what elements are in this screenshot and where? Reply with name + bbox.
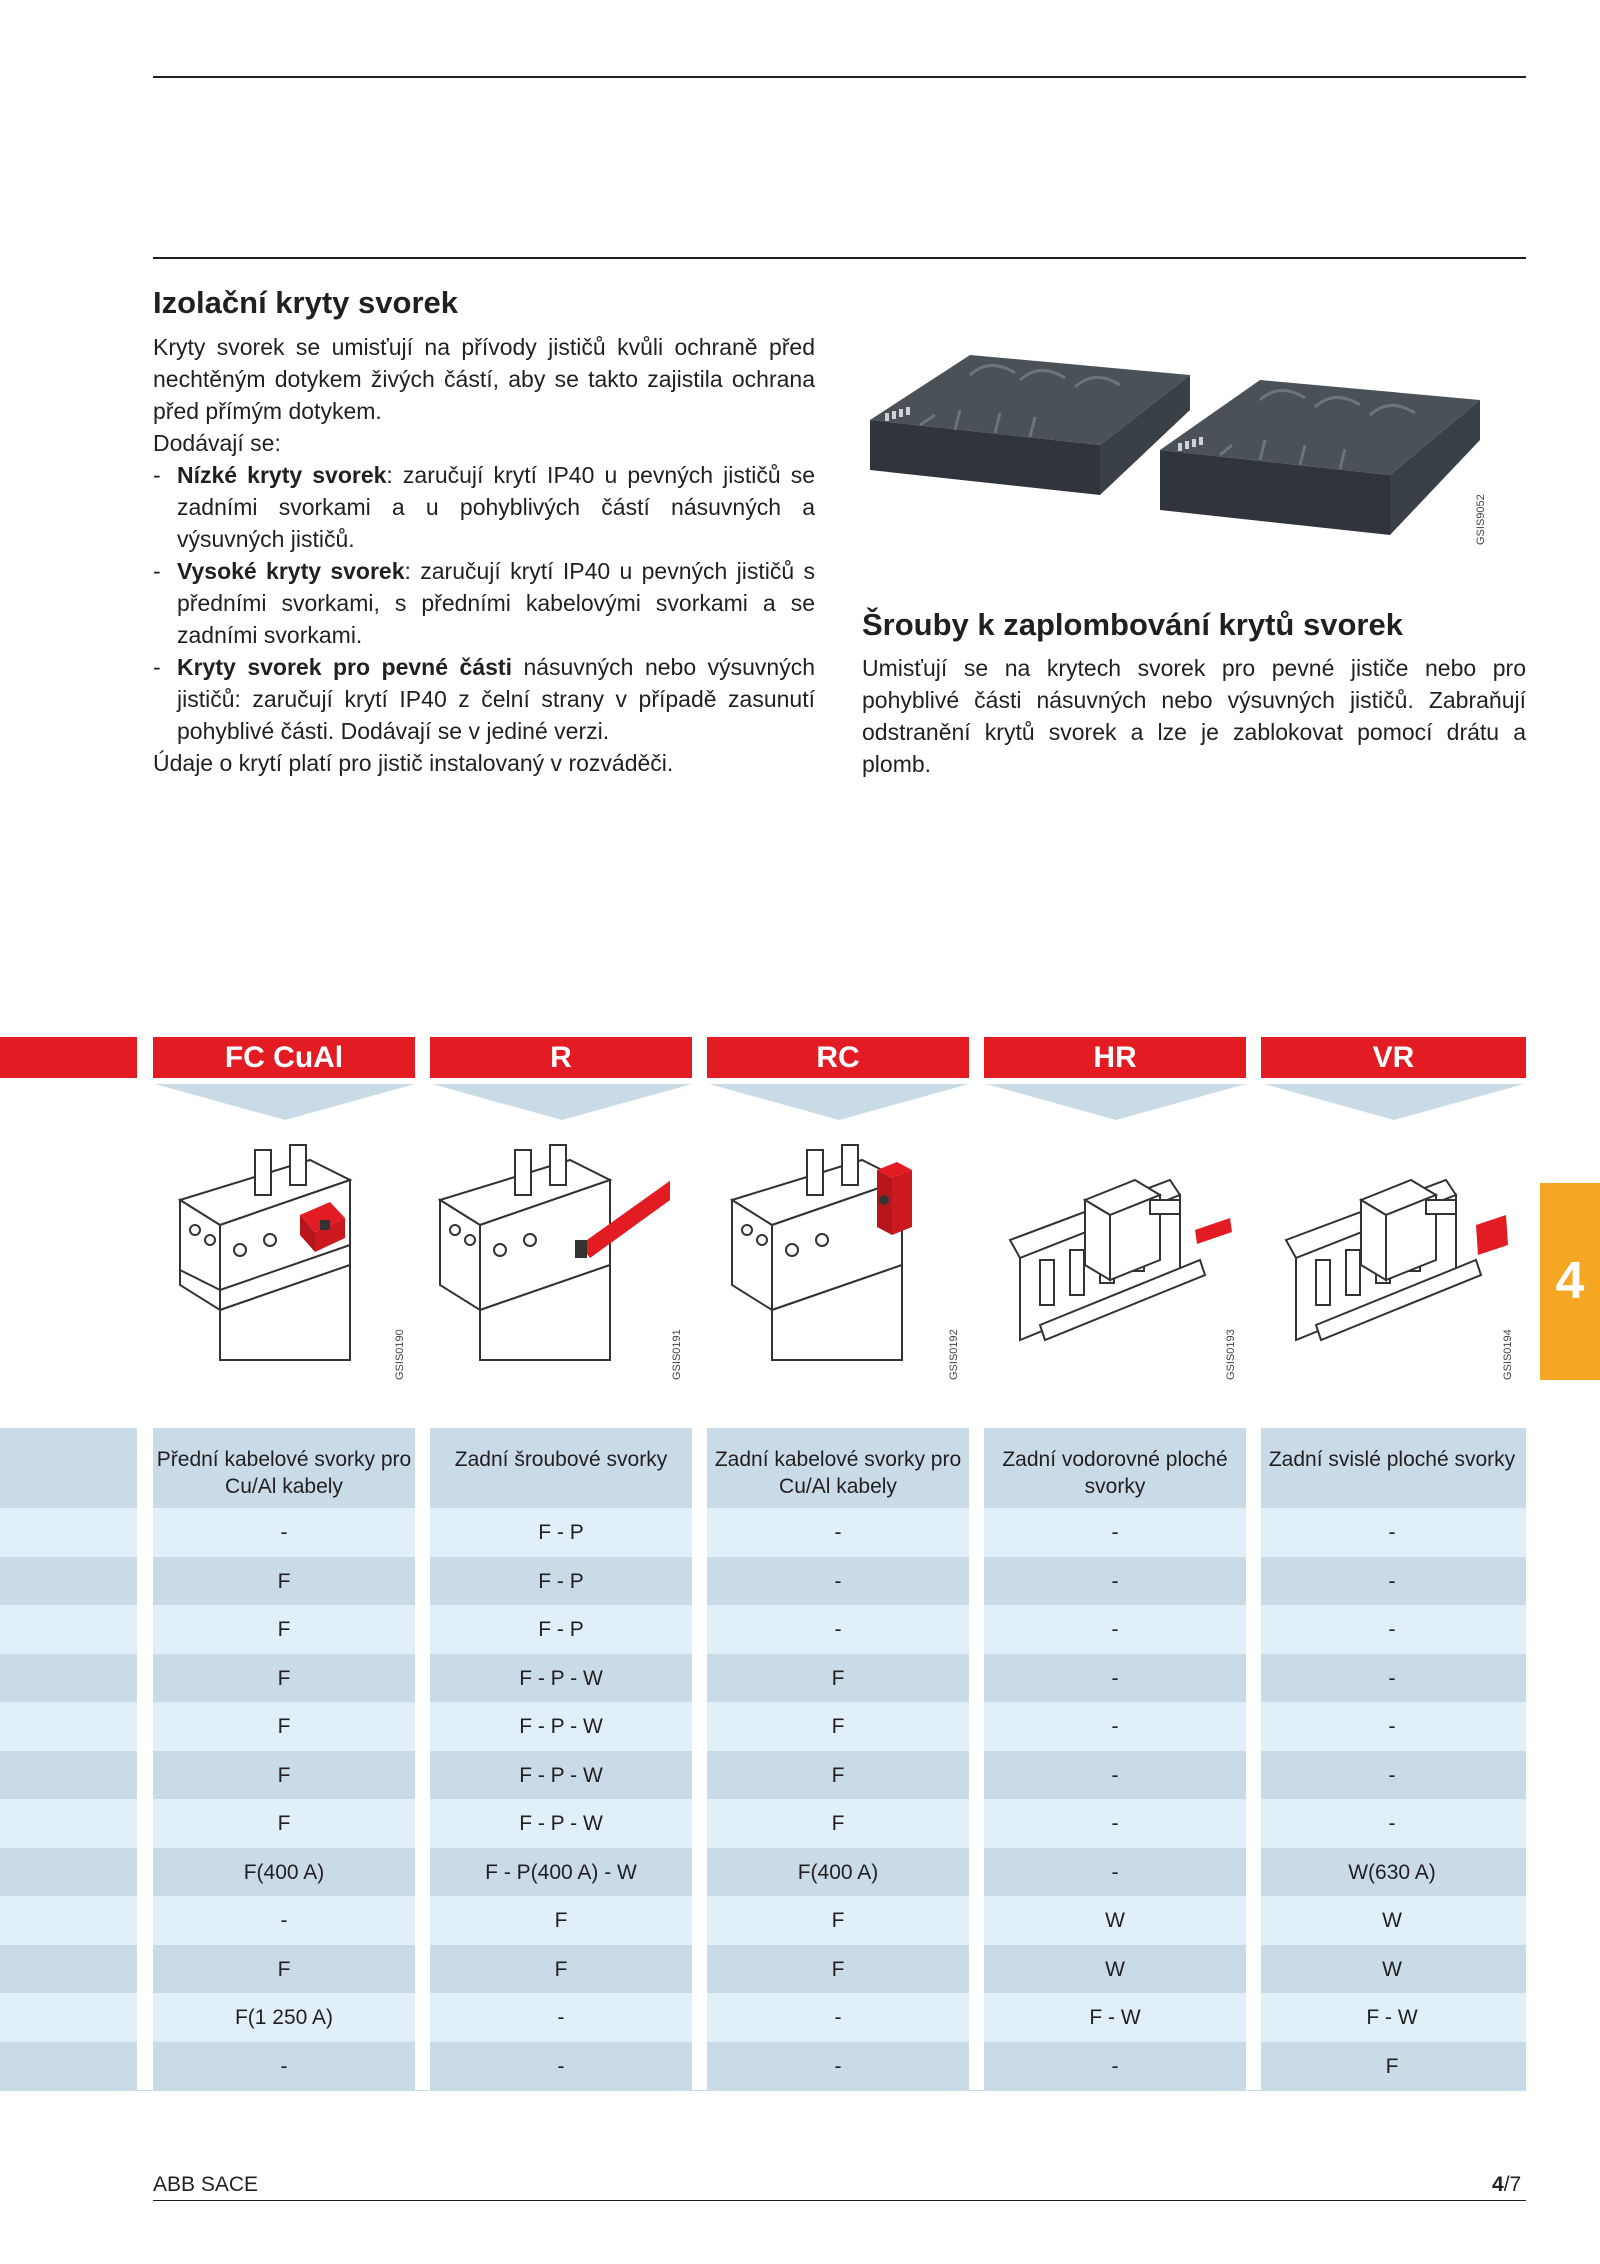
table-cell: - bbox=[280, 1521, 288, 1544]
table-cell: F - P - W bbox=[519, 1764, 603, 1787]
table-cell: F - P(400 A) - W bbox=[485, 1861, 637, 1884]
footer-company: ABB SACE bbox=[153, 2173, 259, 2196]
section1-body bbox=[153, 331, 815, 779]
table-cell: F bbox=[277, 1570, 291, 1593]
rc-terminal-illustration bbox=[712, 1140, 982, 1380]
table-cell: F bbox=[277, 1618, 291, 1641]
table-cell: W(630 A) bbox=[1348, 1861, 1436, 1884]
down-arrow-icon bbox=[1264, 1084, 1524, 1120]
tab-hr: HR bbox=[984, 1037, 1246, 1078]
table-cell: - bbox=[1111, 1861, 1119, 1884]
photo-code: GSIS9052 bbox=[1475, 494, 1487, 545]
table-cell: - bbox=[1388, 1667, 1396, 1690]
tab-r: R bbox=[430, 1037, 692, 1078]
column-gutter bbox=[969, 1428, 984, 2090]
column-header: Zadní šroubové svorky bbox=[454, 1448, 668, 1471]
section2-body: Umisťují se na krytech svorek pro pevné jističe nebo pro pohyblivé části násuvných nebo výsuvných jističů. Zabraňují odstranění krytů svorek a lze je zablokovat pomocí drátu a plomb. bbox=[862, 655, 1526, 777]
table-cell: F bbox=[1385, 2055, 1399, 2078]
section1-supplied: Dodávají se: bbox=[153, 430, 281, 456]
table-cell: F - W bbox=[1089, 2006, 1141, 2029]
table-cell: - bbox=[834, 1618, 842, 1641]
table-cell: F(1 250 A) bbox=[234, 2006, 334, 2029]
column-header: Přední kabelové svorky pro Cu/Al kabely bbox=[156, 1448, 412, 1498]
image-code: GSIS0193 bbox=[1225, 1329, 1237, 1380]
list-item: - Nízké kryty svorek: zaručují krytí IP40 u pevných jističů se zadními svorkami a u pohyblivých částí násuvných a výsuvných jističů. bbox=[153, 462, 816, 552]
tab-rc: RC bbox=[707, 1037, 969, 1078]
table-cell: F - P bbox=[538, 1618, 584, 1641]
column-gutter bbox=[137, 1428, 153, 2090]
table-cell: F bbox=[277, 1958, 291, 1981]
column-header: Zadní vodorovné ploché svorky bbox=[1002, 1448, 1228, 1498]
footer-page-number: 4/7 bbox=[1492, 2173, 1522, 2196]
column-gutter bbox=[692, 1428, 707, 2090]
column-gutter bbox=[415, 1428, 430, 2090]
r-terminal-illustration bbox=[430, 1140, 700, 1380]
tab-vr: VR bbox=[1261, 1037, 1526, 1078]
table-cell: - bbox=[1388, 1570, 1396, 1593]
table-cell: F - P bbox=[538, 1570, 584, 1593]
table-cell: W bbox=[1105, 1958, 1125, 1981]
chapter-tab: 4 bbox=[1540, 1183, 1600, 1380]
down-arrow-icon bbox=[986, 1084, 1246, 1120]
table-cell: - bbox=[1111, 1521, 1119, 1544]
table-cell: F bbox=[831, 1958, 845, 1981]
table-cell: F(400 A) bbox=[797, 1861, 879, 1884]
table-cell: F bbox=[277, 1715, 291, 1738]
image-code: GSIS0190 bbox=[394, 1329, 406, 1380]
table-cell: - bbox=[1388, 1715, 1396, 1738]
table-cell: F - W bbox=[1366, 2006, 1418, 2029]
table-cell: F(400 A) bbox=[243, 1861, 325, 1884]
table-cell: - bbox=[1111, 1715, 1119, 1738]
red-band-left bbox=[0, 1037, 137, 1078]
table-cell: F - P - W bbox=[519, 1715, 603, 1738]
table-cell: - bbox=[557, 2055, 565, 2078]
list-item: - Kryty svorek pro pevné části násuvných nebo výsuvných jističů: zaručují krytí IP40 z čelní strany v případě zasunutí pohyblivé části. Dodávají se v jediné verzi. bbox=[153, 654, 815, 744]
table-cell: F bbox=[554, 1909, 568, 1932]
section2-title: Šrouby k zaplombování krytů svorek bbox=[862, 607, 1403, 642]
table-cell: - bbox=[834, 2055, 842, 2078]
table-cell: - bbox=[834, 2006, 842, 2029]
tab-fc-cual: FC CuAl bbox=[153, 1037, 415, 1078]
table-cell: - bbox=[1111, 2055, 1119, 2078]
table-cell: - bbox=[1111, 1570, 1119, 1593]
table-cell: - bbox=[1111, 1764, 1119, 1787]
section1-title: Izolační kryty svorek bbox=[153, 285, 458, 320]
image-code: GSIS0194 bbox=[1502, 1329, 1514, 1380]
down-arrow-icon bbox=[432, 1084, 692, 1120]
table-cell: - bbox=[280, 2055, 288, 2078]
table-cell: W bbox=[1105, 1909, 1125, 1932]
table-cell: F bbox=[554, 1958, 568, 1981]
column-header: Zadní kabelové svorky pro Cu/Al kabely bbox=[714, 1448, 962, 1498]
footer-rule bbox=[153, 2200, 1526, 2201]
table-cell: F bbox=[831, 1764, 845, 1787]
section-rule bbox=[153, 257, 1526, 259]
terminal-covers-photo bbox=[860, 335, 1500, 545]
list-item: - Vysoké kryty svorek: zaručují krytí IP40 u pevných jističů s předními svorkami, s předními kabelovými svorkami a se zadními svorkami. bbox=[153, 558, 815, 648]
section1-note: Údaje o krytí platí pro jistič instalovaný v rozváděči. bbox=[153, 750, 674, 776]
table-cell: F bbox=[277, 1667, 291, 1690]
table-cell: F bbox=[831, 1667, 845, 1690]
table-cell: - bbox=[1388, 1812, 1396, 1835]
section1-intro: Kryty svorek se umisťují na přívody jističů kvůli ochraně před nechtěným dotykem živých částí, aby se takto zajistila ochrana před přímým dotykem. bbox=[153, 334, 815, 424]
table-cell: F - P - W bbox=[519, 1812, 603, 1835]
image-code: GSIS0191 bbox=[671, 1329, 683, 1380]
table-cell: F bbox=[277, 1764, 291, 1787]
down-arrow-icon bbox=[155, 1084, 415, 1120]
table-cell: F - P - W bbox=[519, 1667, 603, 1690]
down-arrow-icon bbox=[709, 1084, 969, 1120]
table-cell: F - P bbox=[538, 1521, 584, 1544]
table-cell: - bbox=[1388, 1618, 1396, 1641]
column-gutter bbox=[1246, 1428, 1261, 2090]
table-cell: F bbox=[277, 1812, 291, 1835]
table-cell: F bbox=[831, 1812, 845, 1835]
image-code: GSIS0192 bbox=[948, 1329, 960, 1380]
table-cell: - bbox=[1388, 1764, 1396, 1787]
table-cell: - bbox=[834, 1570, 842, 1593]
table-cell: - bbox=[1388, 1521, 1396, 1544]
top-rule bbox=[153, 76, 1526, 78]
table-cell: F bbox=[831, 1909, 845, 1932]
table-cell: - bbox=[557, 2006, 565, 2029]
table-cell: - bbox=[1111, 1812, 1119, 1835]
table-cell: - bbox=[1111, 1618, 1119, 1641]
fc-cual-terminal-illustration bbox=[160, 1140, 430, 1380]
table-cell: W bbox=[1382, 1909, 1402, 1932]
table-cell: - bbox=[834, 1521, 842, 1544]
table-cell: F bbox=[831, 1715, 845, 1738]
table-cell: W bbox=[1382, 1958, 1402, 1981]
table-cell: - bbox=[280, 1909, 288, 1932]
table-cell: - bbox=[1111, 1667, 1119, 1690]
column-header: Zadní svislé ploché svorky bbox=[1268, 1448, 1516, 1471]
